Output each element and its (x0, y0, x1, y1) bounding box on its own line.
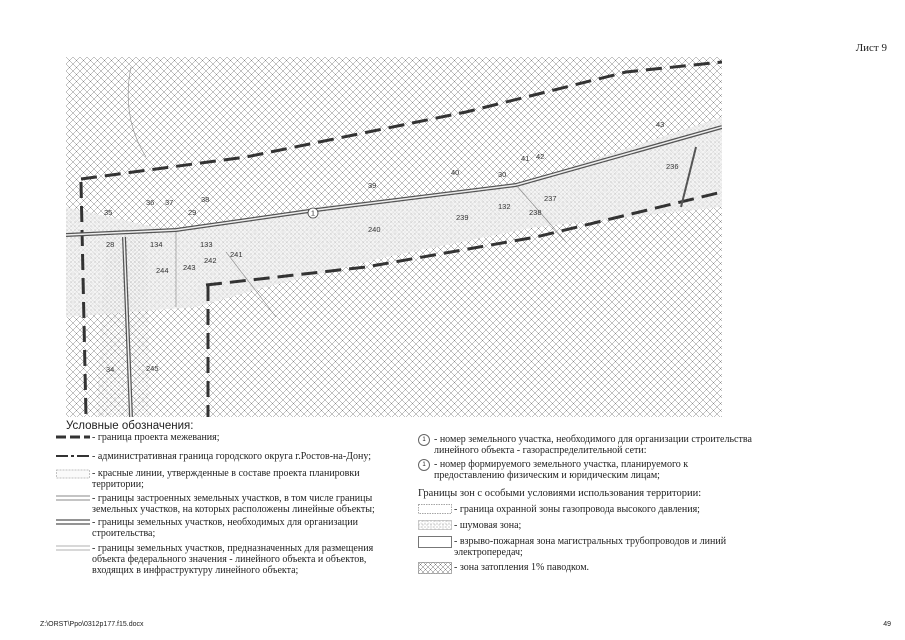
parcel-number-237[interactable]: 237 (544, 194, 557, 203)
legend-symbol-built-parcels (56, 494, 90, 502)
parcel-number-236[interactable]: 236 (666, 162, 679, 171)
zone-symbol-noise (418, 520, 452, 530)
legend-symbol-admin-boundary (56, 452, 90, 460)
parcel-number-34[interactable]: 34 (106, 365, 115, 374)
parcel-number-240[interactable]: 240 (368, 225, 381, 234)
parcel-number-134[interactable]: 134 (150, 240, 163, 249)
parcel-number-241[interactable]: 241 (230, 250, 243, 259)
legend-symbol-project-boundary (56, 433, 90, 441)
parcel-number-245[interactable]: 245 (146, 364, 159, 373)
legend-item-built-parcels: - границы застроенных земельных участков, в том числе границы земельных участков, на которых расположены линейные объекты; (92, 493, 375, 515)
legend-item-federal-parcels: - границы земельных участков, предназначенных для размещения объекта федерального значения - линейного объекта и объектов, входящих в инфраструктуру линейного объекта; (92, 543, 374, 576)
zone-item-noise: - шумовая зона; (454, 520, 522, 531)
parcel-number-41[interactable]: 41 (521, 154, 530, 163)
footer-page-number: 49 (883, 621, 891, 628)
parcel-number-244[interactable]: 244 (156, 266, 169, 275)
legend-symbol-federal-parcels (56, 544, 90, 552)
parcel-number-36[interactable]: 36 (146, 198, 155, 207)
parcel-number-243[interactable]: 243 (183, 263, 196, 272)
legend-item-project-boundary: - граница проекта межевания; (92, 432, 220, 443)
zone-item-explosion: - взрыво-пожарная зона магистральных трубопроводов и линий электропередач; (454, 536, 727, 558)
parcel-number-239[interactable]: 239 (456, 213, 469, 222)
parcel-number-38[interactable]: 38 (201, 195, 210, 204)
legend-symbol-new-parcel: 1 (418, 459, 430, 471)
legend-title: Условные обозначения: (66, 420, 194, 432)
legend-item-red-lines: - красные линии, утвержденные в составе проекта планировки территории; (92, 468, 360, 490)
legend-item-admin-boundary: - административная граница городского округа г.Ростов-на-Дону; (92, 451, 371, 462)
parcel-number-40[interactable]: 40 (451, 168, 460, 177)
legend-item-parcel-number: - номер земельного участка, необходимого для организации строительства линейного объекта - газораспределительной сети: (434, 434, 752, 456)
legend-item-new-parcel: - номер формируемого земельного участка, планируемого к предоставлению физическим и юридическим лицам; (434, 459, 689, 481)
parcel-number-28[interactable]: 28 (106, 240, 115, 249)
zone-item-flood: - зона затопления 1% паводком. (454, 562, 590, 573)
zones-title: Границы зон с особыми условиями использования территории: (418, 488, 702, 499)
map-canvas (66, 57, 722, 417)
map-panel[interactable] (66, 57, 722, 417)
parcel-number-37[interactable]: 37 (165, 198, 174, 207)
parcel-number-39[interactable]: 39 (368, 181, 377, 190)
parcel-number-43[interactable]: 43 (656, 120, 665, 129)
parcel-number-30[interactable]: 30 (498, 170, 507, 179)
parcel-number-42[interactable]: 42 (536, 152, 545, 161)
footer-file-path: Z:\ORST\Ppo\0312p177.f15.docx (40, 621, 144, 628)
zone-item-gas-protection: - граница охранной зоны газопровода высокого давления; (454, 504, 700, 515)
zone-symbol-gas-protection (418, 504, 452, 514)
legend-symbol-construction-parcels (56, 518, 90, 526)
parcel-number-35[interactable]: 35 (104, 208, 113, 217)
legend-symbol-parcel-number: 1 (418, 434, 430, 446)
parcel-number-132[interactable]: 132 (498, 202, 511, 211)
zone-symbol-explosion (418, 536, 452, 548)
zone-symbol-flood (418, 562, 452, 574)
parcel-number-238[interactable]: 238 (529, 208, 542, 217)
parcel-marker-label: 1 (310, 208, 316, 218)
parcel-number-242[interactable]: 242 (204, 256, 217, 265)
parcel-number-29[interactable]: 29 (188, 208, 197, 217)
legend-item-construction-parcels: - границы земельных участков, необходимых для организации строительства; (92, 517, 358, 539)
sheet-label: Лист 9 (855, 42, 887, 54)
legend-symbol-red-lines (56, 469, 90, 479)
parcel-number-133[interactable]: 133 (200, 240, 213, 249)
